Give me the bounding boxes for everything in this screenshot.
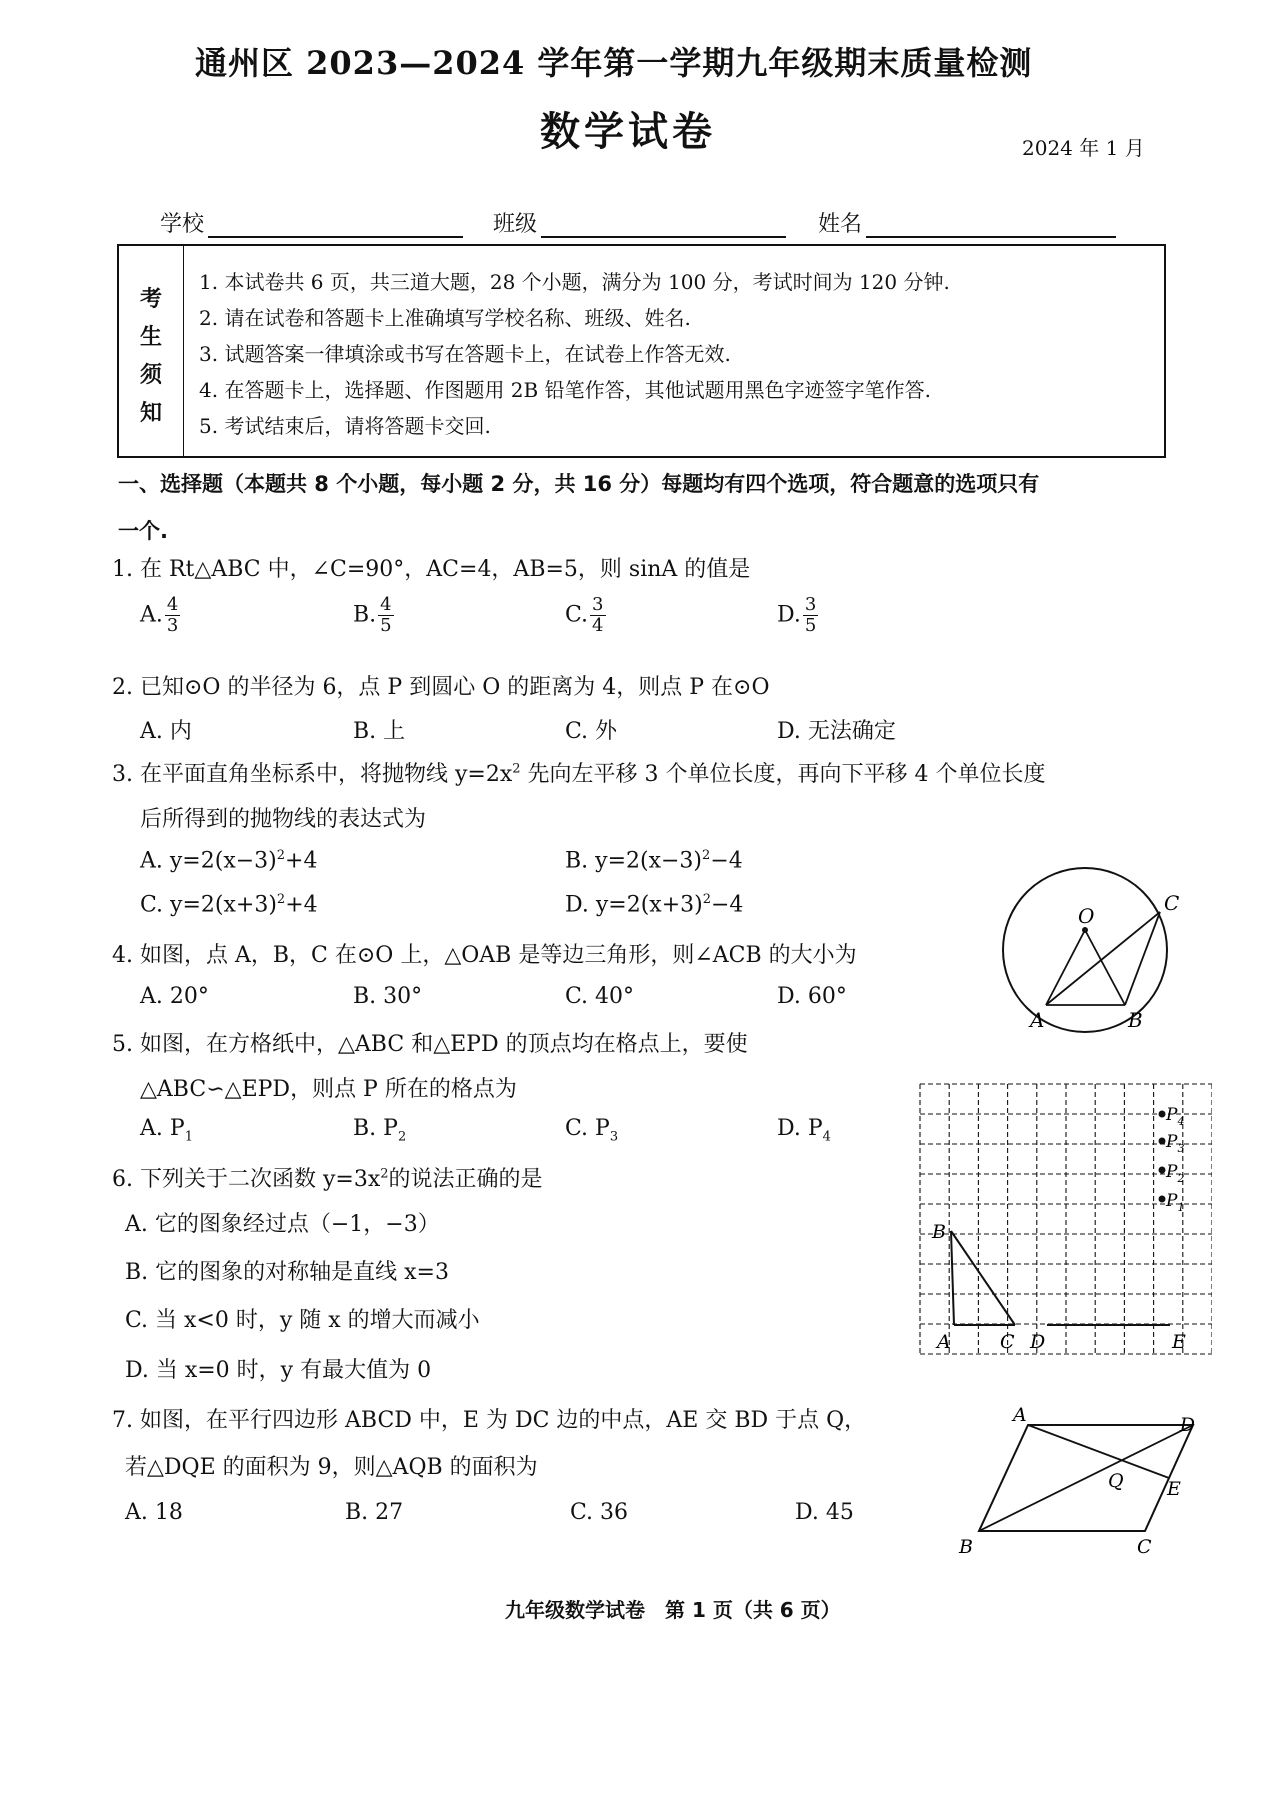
notice-heading: [119, 246, 184, 456]
question-6-option-c[interactable]: C. 当 x<0 时，y 随 x 的增大而减小: [125, 1308, 480, 1333]
question-1-option-d[interactable]: [777, 595, 818, 636]
question-4-stem: 4. 如图，点 A，B，C 在⊙O 上，△OAB 是等边三角形，则∠ACB 的大小为: [112, 943, 857, 968]
question-6-option-a[interactable]: A. 它的图象经过点（−1，−3）: [125, 1212, 440, 1237]
fraction: $\frac{4}{5}$: [380, 594, 392, 636]
notice-line: 5. 考试结束后，请将答题卡交回.: [199, 414, 491, 438]
fraction: $\frac{3}{4}$: [592, 594, 604, 636]
question-5-stem-cont: △ABC∽△EPD，则点 P 所在的格点为: [140, 1077, 517, 1102]
question-3-option-d[interactable]: D. $y=2(x+3)^2-4$: [565, 892, 744, 918]
fraction: $\frac{4}{3}$: [166, 594, 179, 636]
question-7-option-a[interactable]: A. 18: [125, 1500, 183, 1525]
label-b: B: [932, 1221, 946, 1243]
segment-ba: [951, 1231, 954, 1325]
label-d: D: [1179, 1414, 1195, 1436]
notice-box: [117, 244, 1166, 458]
notice-line: 2. 请在试卷和答题卡上准确填写学校名称、班级、姓名.: [199, 306, 691, 330]
notice-line: 3. 试题答案一律填涂或书写在答题卡上，在试卷上作答无效.: [199, 342, 731, 366]
segment-ae: [1028, 1425, 1169, 1478]
notice-heading-char: 生: [140, 325, 163, 350]
label-p2: $P_2$: [1166, 1162, 1185, 1185]
label-a: A: [937, 1331, 951, 1353]
notice-heading-char: 考: [140, 287, 163, 312]
point-p1: [1159, 1196, 1166, 1203]
question-2-option-c[interactable]: C. 外: [565, 719, 618, 744]
option-label: D.: [777, 602, 801, 628]
label-p3: $P_3$: [1166, 1132, 1185, 1155]
exam-subtitle: 数学试卷: [540, 108, 716, 155]
point-p3: [1159, 1138, 1166, 1145]
question-2-option-d[interactable]: D. 无法确定: [777, 719, 896, 744]
question-3-option-b[interactable]: B. $y=2(x-3)^2-4$: [565, 848, 743, 874]
question-7-option-d[interactable]: D. 45: [795, 1500, 854, 1525]
section-heading-cont: 一个.: [118, 519, 168, 543]
fraction: $\frac{3}{5}$: [804, 594, 817, 636]
option-label: C.: [565, 602, 589, 628]
question-7-option-c[interactable]: C. 36: [570, 1500, 629, 1525]
exam-date: 2024 年 1 月: [1022, 136, 1145, 160]
point-p2: [1159, 1167, 1166, 1174]
question-3-stem-cont: 后所得到的抛物线的表达式为: [140, 807, 427, 832]
label-o: O: [1078, 904, 1095, 928]
label-a: A: [1013, 1405, 1027, 1426]
question-7-parallelogram-figure: [945, 1405, 1195, 1565]
question-6-stem: 6. 下列关于二次函数 $y=3x^2$的说法正确的是: [112, 1166, 543, 1192]
question-2-option-a[interactable]: A. 内: [140, 719, 192, 744]
label-d: D: [1030, 1331, 1046, 1353]
question-3-stem: 3. 在平面直角坐标系中，将抛物线 $y=2x^2$ 先向左平移 3 个单位长度，再向下平移 4 个单位长度: [112, 761, 1046, 787]
label-p1: $P_1$: [1166, 1191, 1185, 1214]
label-p4: $P_4$: [1166, 1105, 1185, 1128]
notice-heading-char: 须: [140, 363, 163, 388]
diagonal-bd: [979, 1425, 1193, 1531]
section-heading: 一、选择题（本题共 8 个小题，每小题 2 分，共 16 分）每题均有四个选项，符合题意的选项只有: [118, 472, 1040, 496]
label-e: E: [1172, 1331, 1186, 1353]
label-b: B: [959, 1536, 973, 1558]
question-6-option-b[interactable]: B. 它的图象的对称轴是直线 x=3: [125, 1260, 449, 1285]
point-p4: [1159, 1111, 1166, 1118]
question-7-option-b[interactable]: B. 27: [345, 1500, 404, 1525]
question-5-option-d[interactable]: D. $P_4$: [777, 1116, 831, 1145]
question-5-stem: 5. 如图，在方格纸中，△ABC 和△EPD 的顶点均在格点上，要使: [112, 1032, 748, 1057]
question-7-stem: 7. 如图，在平行四边形 ABCD 中，E 为 DC 边的中点，AE 交 BD 于点 Q，: [112, 1408, 867, 1433]
question-4-option-b[interactable]: B. 30°: [353, 984, 423, 1009]
question-5-grid-figure: [912, 1078, 1212, 1360]
label-c: C: [1000, 1331, 1015, 1353]
question-4-circle-figure: [990, 855, 1190, 1045]
question-3-option-a[interactable]: A. $y=2(x-3)^2+4$: [140, 848, 318, 874]
question-5-option-c[interactable]: C. $P_3$: [565, 1116, 619, 1145]
notice-line: 1. 本试卷共 6 页，共三道大题，28 个小题，满分为 100 分，考试时间为 120 分钟.: [199, 270, 950, 294]
segment-oa: [1046, 930, 1085, 1005]
option-label: A.: [140, 602, 163, 628]
label-c: C: [1164, 891, 1180, 915]
question-2-option-b[interactable]: B. 上: [353, 719, 406, 744]
school-label: 学校: [160, 212, 205, 237]
label-c: C: [1137, 1536, 1152, 1558]
school-field[interactable]: [208, 236, 463, 238]
label-e: E: [1167, 1478, 1181, 1500]
question-3-option-c[interactable]: C. $y=2(x+3)^2+4$: [140, 892, 318, 918]
question-1-option-c[interactable]: [565, 595, 606, 636]
question-4-option-c[interactable]: C. 40°: [565, 984, 635, 1009]
segment-bc: [951, 1231, 1015, 1325]
option-label: B.: [353, 602, 377, 628]
class-field[interactable]: [541, 236, 786, 238]
question-1-option-b[interactable]: [353, 595, 394, 636]
name-field[interactable]: [866, 236, 1116, 238]
notice-heading-char: 知: [140, 401, 163, 426]
page-footer: 九年级数学试卷 第 1 页（共 6 页）: [505, 1598, 841, 1622]
label-a: A: [1030, 1008, 1045, 1032]
question-1-option-a[interactable]: [140, 595, 180, 636]
name-label: 姓名: [818, 212, 863, 237]
question-4-option-d[interactable]: D. 60°: [777, 984, 847, 1009]
class-label: 班级: [493, 212, 538, 237]
question-7-stem-cont: 若△DQE 的面积为 9，则△AQB 的面积为: [125, 1455, 538, 1480]
question-5-option-a[interactable]: A. $P_1$: [140, 1116, 193, 1145]
label-b: B: [1128, 1008, 1143, 1032]
question-6-option-d[interactable]: D. 当 x=0 时，y 有最大值为 0: [125, 1358, 432, 1383]
question-4-option-a[interactable]: A. 20°: [140, 984, 209, 1009]
question-1-stem: 1. 在 Rt△ABC 中，∠C=90°，AC=4，AB=5，则 sinA 的值是: [112, 557, 751, 582]
label-q: Q: [1108, 1470, 1124, 1492]
exam-title: 通州区 2023—2024 学年第一学期九年级期末质量检测: [195, 44, 1033, 82]
notice-line: 4. 在答题卡上，选择题、作图题用 2B 铅笔作答，其他试题用黑色字迹签字笔作答.: [199, 378, 931, 402]
question-5-option-b[interactable]: B. $P_2$: [353, 1116, 407, 1145]
question-2-stem: 2. 已知⊙O 的半径为 6，点 P 到圆心 O 的距离为 4，则点 P 在⊙O: [112, 675, 770, 700]
